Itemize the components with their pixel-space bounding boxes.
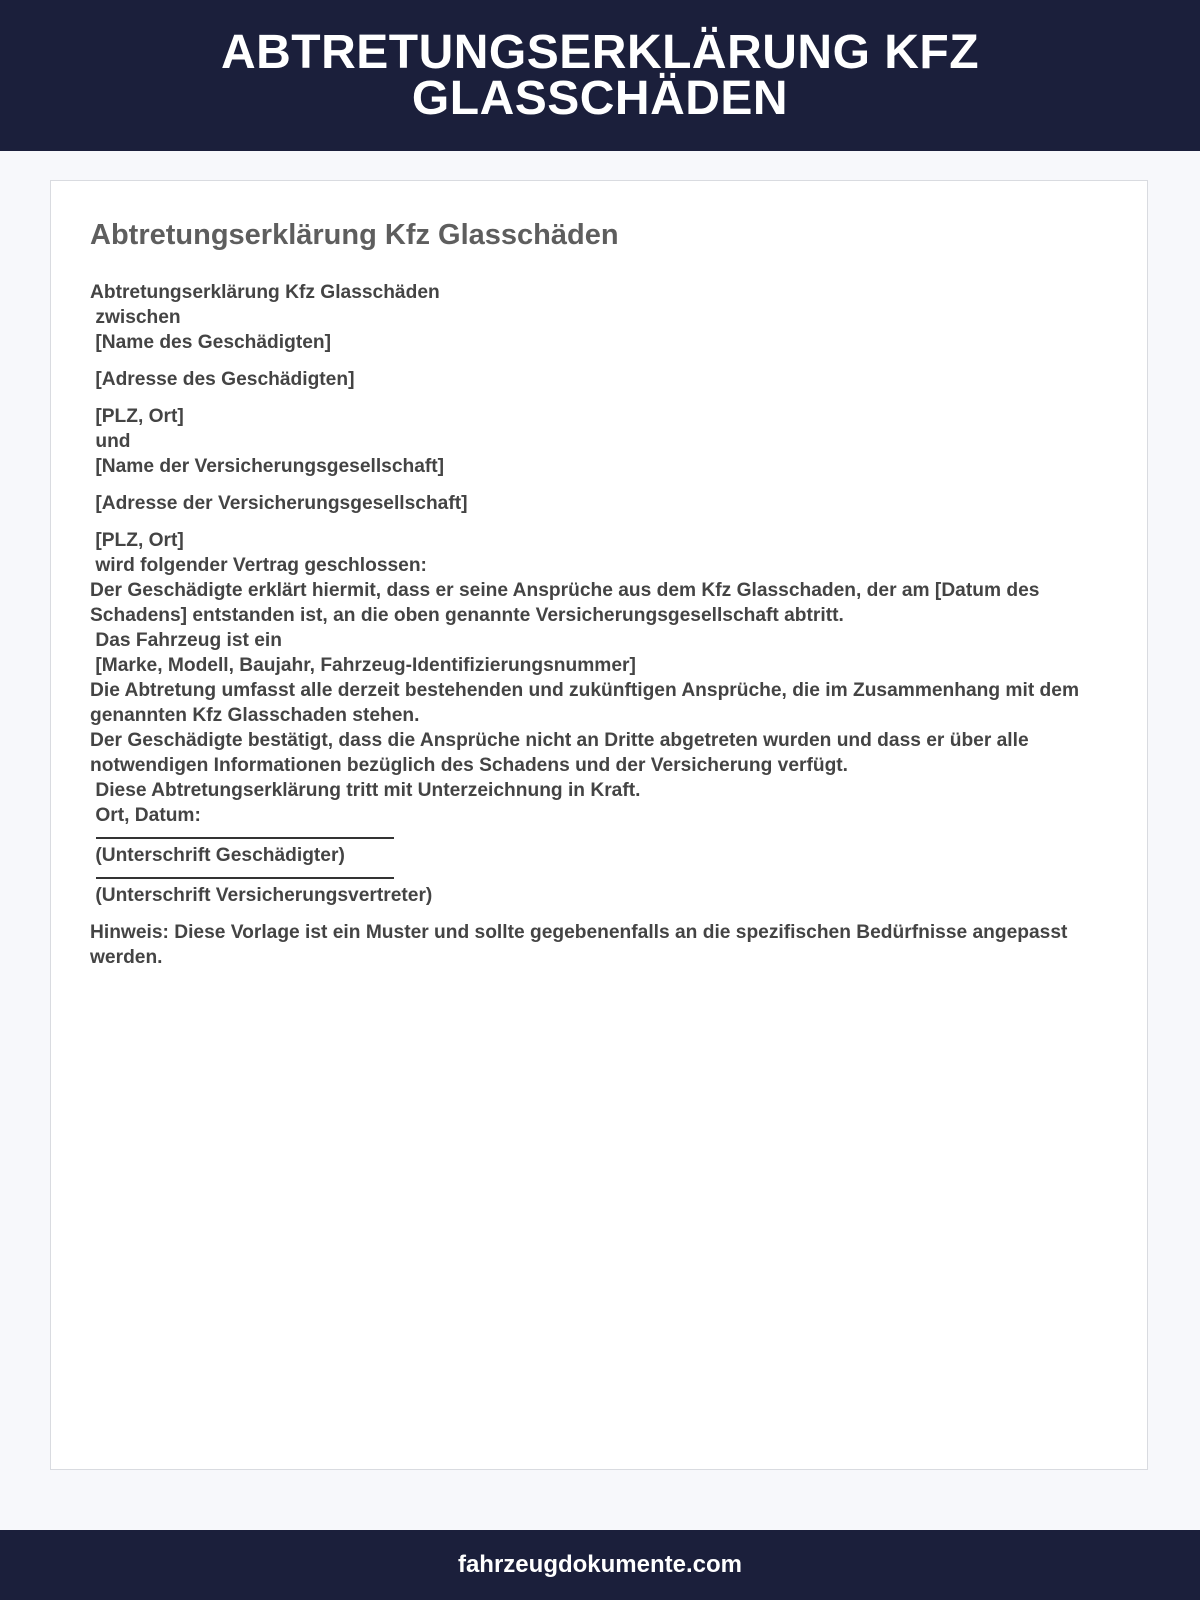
vehicle-details: [Marke, Modell, Baujahr, Fahrzeug-Identifizierungsnummer] <box>90 655 636 676</box>
page-header <box>0 0 1200 151</box>
insurer-postal-city: [PLZ, Ort] <box>90 530 184 551</box>
signature-label-insurer: (Unterschrift Versicherungsvertreter) <box>90 885 433 906</box>
injured-party-postal-city: [PLZ, Ort] <box>90 406 184 427</box>
page-footer <box>0 1530 1200 1600</box>
signature-line-injured <box>96 837 394 839</box>
page-title: ABTRETUNGSERKLÄRUNG KFZ GLASSCHÄDEN <box>220 25 980 125</box>
between-label: zwischen <box>90 307 181 328</box>
scope-clause: Die Abtretung umfasst alle derzeit bestehenden und zukünftigen Ansprüche, die im Zusammenhang mit dem genannten Kfz Glasschaden stehen. <box>90 680 1085 726</box>
signature-line-insurer <box>96 877 394 879</box>
contract-intro: wird folgender Vertrag geschlossen: <box>90 555 427 576</box>
footer-site-link[interactable]: fahrzeugdokumente.com <box>457 1551 743 1578</box>
insurer-address: [Adresse der Versicherungsgesellschaft] <box>90 493 468 514</box>
assignment-clause: Der Geschädigte erklärt hiermit, dass er seine Ansprüche aus dem Kfz Glasschaden, der am [Datum des Schadens] entstanden ist, an die oben genannte Versicherungsgesellschaft abtritt. <box>90 580 1045 626</box>
document-heading-line: Abtretungserklärung Kfz Glasschäden <box>90 282 440 303</box>
injured-party-address: [Adresse des Geschädigten] <box>90 369 355 390</box>
injured-party-name: [Name des Geschädigten] <box>90 332 331 353</box>
insurer-name: [Name der Versicherungsgesellschaft] <box>90 456 445 477</box>
confirmation-clause: Der Geschädigte bestätigt, dass die Ansprüche nicht an Dritte abgetreten wurden und dass er über alle notwendigen Informationen bezüglich des Schadens und der Versicherung verfügt. <box>90 730 1034 776</box>
template-note: Hinweis: Diese Vorlage ist ein Muster und sollte gegebenenfalls an die spezifischen Bedürfnisse angepasst werden. <box>90 922 1073 968</box>
signature-label-injured: (Unterschrift Geschädigter) <box>90 845 345 866</box>
vehicle-intro: Das Fahrzeug ist ein <box>90 630 282 651</box>
effective-clause: Diese Abtretungserklärung tritt mit Unterzeichnung in Kraft. <box>90 780 641 801</box>
and-label: und <box>90 431 131 452</box>
place-date-label: Ort, Datum: <box>90 805 201 826</box>
document-card <box>50 180 1148 1470</box>
document-title: Abtretungserklärung Kfz Glasschäden <box>90 219 619 251</box>
document-body <box>90 280 1090 970</box>
